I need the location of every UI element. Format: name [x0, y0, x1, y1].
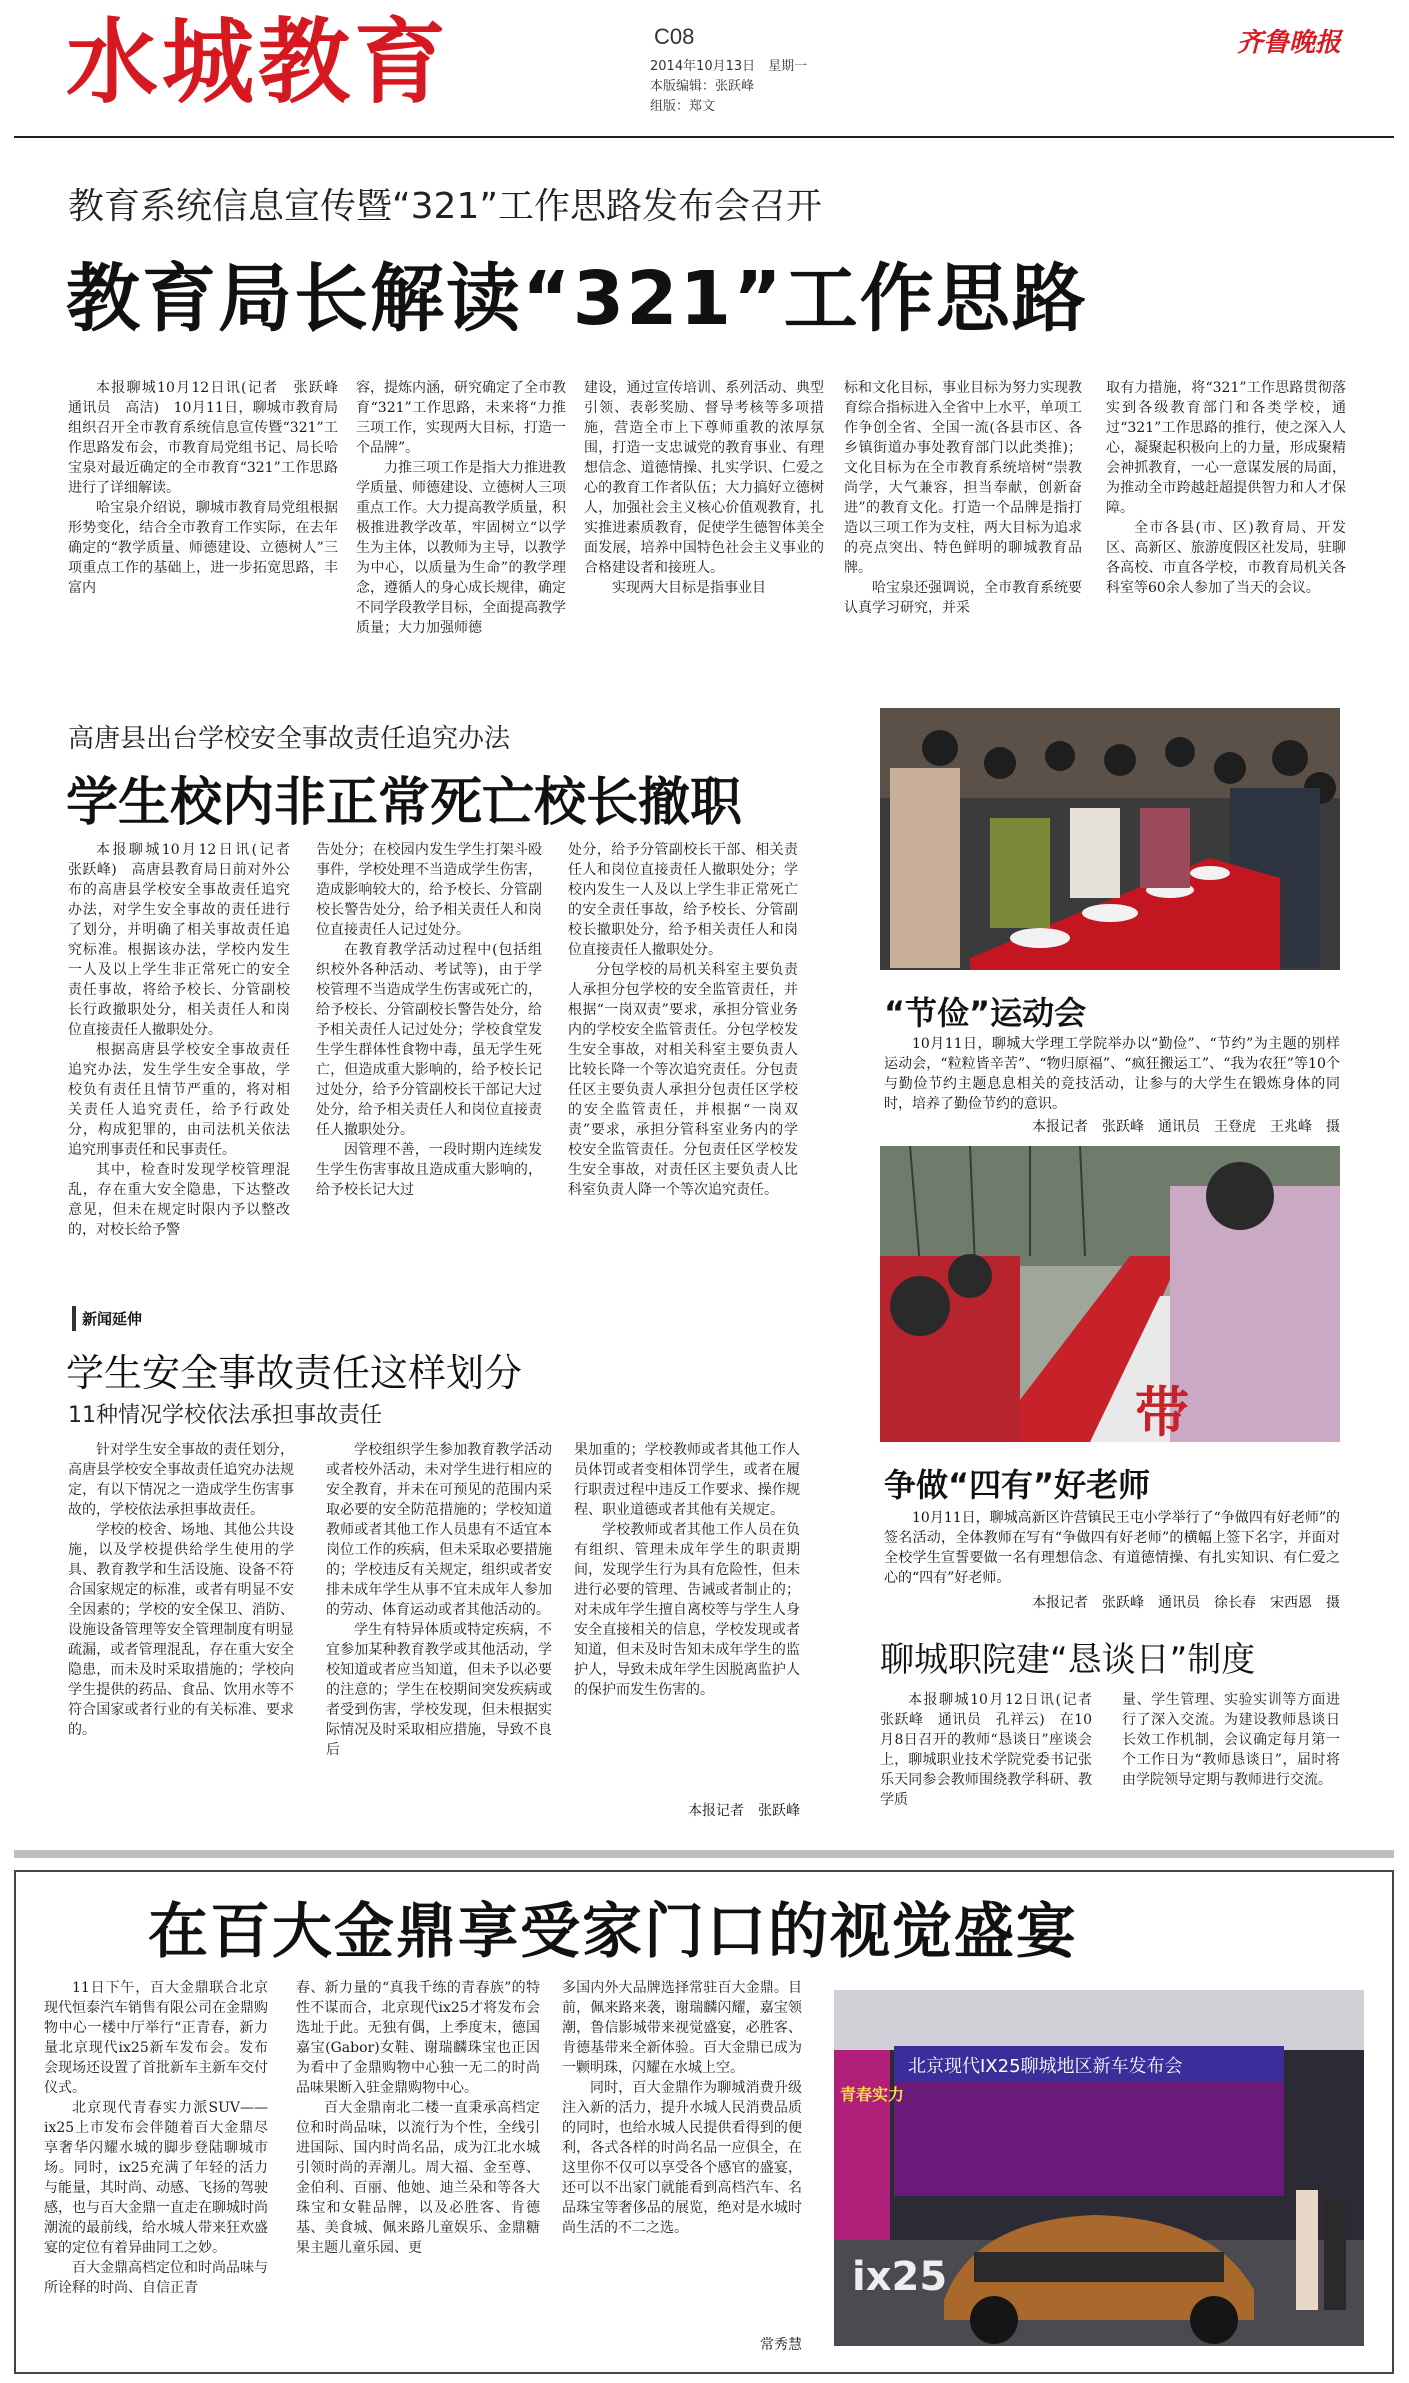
safety-sub-kicker: 11种情况学校依法承担事故责任 — [68, 1403, 382, 1428]
paragraph: 其中，检查时发现学校管理混乱，存在重大安全隐患，下达整改意见，但未在规定时限内予以整改的，对校长给予警 — [68, 1162, 290, 1238]
news-extension-tag: 新闻延伸 — [72, 1306, 148, 1331]
paragraph: 本报聊城10月12日讯(记者 张跃峰) 高唐县教育局日前对外公布的高唐县学校安全事故责任追究办法，对学生安全事故的责任进行了划分，并明确了相关事故责任追究标准。根据该办法，学校内发生一人及以上学生非正常死亡的安全责任事故，将给予校长、分管副校长行政撤职处分，相关责任人和岗位直接责任人撤职处分。 — [68, 842, 304, 1038]
paragraph: 春、新力量的“真我千练的青春族”的特性不谋而合，北京现代ix25才将发布会选址于此。无独有偶，上季度末，德国嘉宝(Gabor)女鞋、谢瑞麟珠宝也正因为看中了金鼎购物中心独一无二的时尚品味果断入驻金鼎购物中心。 — [296, 1980, 540, 2096]
paragraph: 10月11日，聊城高新区许营镇民王屯小学举行了“争做四有好老师”的签名活动，全体教师在写有“争做四有好老师”的横幅上签下名字，并面对全校学生宣誓要做一名有理想信念、有道德情操、有扎实知识、有仁爱之心的“四有”好老师。 — [884, 1510, 1340, 1586]
paragraph: 针对学生安全事故的责任划分，高唐县学校安全事故责任追究办法规定，有以下情况之一造成学生伤害事故的，学校依法承担事故责任。 — [68, 1442, 294, 1518]
paragraph: 实现两大目标是指事业目 — [612, 580, 766, 596]
safety-sub-byline: 本报记者 张跃峰 — [688, 1803, 800, 1819]
car-model-text: ix25 — [852, 2254, 948, 2300]
sports-meet-title: “节俭”运动会 — [884, 994, 1087, 1032]
ad-col-2 — [296, 1978, 540, 2258]
paragraph: 学校教师或者其他工作人员在负有组织、管理未成年学生的职责期间，发现学生行为具有危险性，但未进行必要的管理、告诫或者制止的；对未成年学生擅自离校等与学生人身安全直接相关的信息，学校发现或者知道，但未及时告知未成年学生的监护人，导致未成年学生因脱离监护人的保护而发生伤害的。 — [574, 1522, 800, 1698]
paragraph: 容，提炼内涵，研究确定了全市教育“321”工作思路，未来将“力推三项工作，实现两大目标，打造一个品牌”。 — [356, 380, 566, 456]
paragraph: 标和文化目标，事业目标为努力实现教育综合指标进入全省中上水平，单项工作争创全省、全国一流(各县市区、各乡镇街道办事处教育部门以此类推)；文化目标为在全市教育系统培树“崇教尚学，大气兼容，担当奉献，创新奋进”的教育文化。打造一个品牌是指打造以三项工作为支柱，两大目标为追求的亮点突出、特色鲜明的聊城教育品牌。 — [844, 380, 1082, 576]
paragraph: 本报聊城10月12日讯(记者 张跃峰 通讯员 孔祥云) 在10月8日召开的教师“恳谈日”座谈会上，聊城职业技术学院党委书记张乐天同参会教师围绕教学科研、教学质 — [880, 1692, 1106, 1808]
safety-kicker: 高唐县出台学校安全事故责任追究办法 — [68, 724, 511, 754]
lead-col-3 — [584, 378, 824, 598]
paragraph: 果加重的；学校教师或者其他工作人员体罚或者变相体罚学生，或者在履行职责过程中违反工作要求、操作规程、职业道德或者其他有关规定。 — [574, 1442, 800, 1518]
ad-col-1 — [44, 1978, 268, 2298]
masthead-title: 水城教育 — [66, 9, 451, 116]
car-launch-photo — [834, 1990, 1364, 2346]
college-col-1 — [880, 1690, 1106, 1810]
pledge-banner-text: 带 — [1135, 1381, 1189, 1442]
paragraph: 分包学校的局机关科室主要负责人承担分包学校的安全监管责任，并根据“一岗双责”要求，承担分管业务内的学校安全监管责任。分包学校发生安全事故，对相关科室主要负责人比较长降一个等次追究责任。分包责任区主要负责人承担分包责任区学校的安全监管责任，并根据“一岗双责”要求，承担分管科室业务内的学校安全监管责任。分包责任区学校发生安全事故，对责任区主要负责人比科室负责人降一个等次追究责任。 — [568, 962, 798, 1198]
ad-headline: 在百大金鼎享受家门口的视觉盛宴 — [148, 1897, 1078, 1967]
safety-sub-col-1 — [68, 1440, 294, 1740]
issue-date: 2014年10月13日 星期一 — [650, 59, 808, 74]
page-number: C08 — [654, 24, 695, 49]
teacher-pledge-title: 争做“四有”好老师 — [884, 1466, 1151, 1504]
paragraph: 百大金鼎高档定位和时尚品味与所诠释的时尚、自信正青 — [44, 2260, 268, 2296]
paragraph: 处分，给予分管副校长干部、相关责任人和岗位直接责任人撤职处分；学校内发生一人及以上学生非正常死亡的安全责任事故，给予校长、分管副校长撤职处分，给予相关责任人和岗位直接责任人撤职处分。 — [568, 842, 798, 958]
safety-col-3 — [568, 840, 798, 1200]
lead-col-5 — [1106, 378, 1346, 598]
lead-col-2 — [356, 378, 566, 638]
paragraph: 学校的校舍、场地、其他公共设施，以及学校提供给学生使用的学具、教育教学和生活设施、设备不符合国家规定的标准，或者有明显不安全因素的；学校的安全保卫、消防、设施设备管理等安全管理制度有明显疏漏，或者管理混乱，存在重大安全隐患，而未及时采取措施的；学校向学生提供的药品、食品、饮用水等不符合国家或者行业的有关标准、要求的。 — [68, 1522, 294, 1738]
paragraph: 同时，百大金鼎作为聊城消费升级注入新的活力，提升水城人民消费品质的同时，也给水城人民提供看得到的便利，各式各样的时尚名品一应俱全，在这里你不仅可以享受各个感官的盛宴，还可以不出家门就能看到高档汽车、名品珠宝等奢侈品的展览，绝对是水城时尚生活的不二之选。 — [562, 2080, 802, 2236]
paragraph: 建设，通过宣传培训、系列活动、典型引领、表彰奖励、督导考核等多项措施，营造全市上下尊师重教的浓厚氛围，打造一支忠诚党的教育事业、有理想信念、道德情操、扎实学识、仁爱之心的教育工作者队伍；大力搞好立德树人，加强社会主义核心价值观教育，扎实推进素质教育，促使学生德智体美全面发展，培养中国特色社会主义事业的合格建设者和接班人。 — [584, 380, 824, 576]
side-banner-text: 青春实力 — [840, 2085, 905, 2104]
paragraph: 告处分；在校园内发生学生打架斗殴事件，学校处理不当造成学生伤害，造成影响较大的，给予校长、分管副校长警告处分，给予相关责任人和岗位直接责任人记过处分。 — [316, 842, 542, 938]
ad-byline: 常秀慧 — [760, 2337, 802, 2353]
lead-kicker: 教育系统信息宣传暨“321”工作思路发布会召开 — [68, 186, 823, 227]
lead-col-1 — [68, 378, 352, 598]
paragraph: 取有力措施，将“321”工作思路贯彻落实到各级教育部门和各类学校，通过“321”工作思路的推行，使之深入人心，凝聚起积极向上的力量，形成聚精会神抓教育，一心一意谋发展的局面，为推动全市跨越赶超提供智力和人才保障。 — [1106, 380, 1346, 516]
paragraph: 因管理不善，一段时期内连续发生学生伤害事故且造成重大影响的，给予校长记大过 — [316, 1142, 542, 1198]
college-headline: 聊城职院建“恳谈日”制度 — [880, 1640, 1256, 1680]
safety-col-1 — [68, 840, 304, 1240]
paragraph: 本报聊城10月12日讯(记者 张跃峰 通讯员 高洁) 10月11日，聊城市教育局组织召开全市教育系统信息宣传暨“321”工作思路发布会，市教育局党组书记、局长哈宝泉对最近确定的全市教育“321”工作思路进行了详细解读。 — [68, 380, 352, 496]
paragraph: 在教育教学活动过程中(包括组织校外各种活动、考试等)，由于学校管理不当造成学生伤害或死亡的，给予校长、分管副校长警告处分，给予相关责任人记过处分；学校食堂发生学生群体性食物中毒，虽无学生死亡，但造成重大影响的，给予校长记过处分，给予分管副校长干部记大过处分，给予相关责任人和岗位直接责任人撤职处分。 — [316, 942, 542, 1138]
paragraph: 哈宝泉介绍说，聊城市教育局党组根据形势变化，结合全市教育工作实际，在去年确定的“教学质量、师德建设、立德树人”三项重点工作的基础上，进一步拓宽思路，丰富内 — [68, 500, 338, 596]
paragraph: 学生有特异体质或特定疾病，不宜参加某种教育教学或其他活动，学校知道或者应当知道，但未予以必要的注意的；学生在校期间突发疾病或者受到伤害，学校发现，但未根据实际情况及时采取相应措施，导致不良后 — [326, 1622, 552, 1758]
paragraph: 11日下午，百大金鼎联合北京现代恒泰汽车销售有限公司在金鼎购物中心一楼中厅举行“正青春，新力量北京现代ix25新车发布会。发布会现场还设置了首批新车主新车交付仪式。 — [44, 1980, 268, 2096]
paragraph: 哈宝泉还强调说，全市教育系统要认真学习研究，并采 — [844, 580, 1082, 616]
safety-sub-col-2 — [326, 1440, 552, 1760]
editor-credit: 本版编辑：张跃峰 — [650, 79, 755, 94]
sports-meet-caption — [884, 1034, 1340, 1114]
paragraph: 多国内外大品牌选择常驻百大金鼎。目前，佩来路来袭，谢瑞麟闪耀，嘉宝领潮，鲁信影城带来视觉盛宴，必胜客、肯德基带来全新体验。百大金鼎已成为一颗明珠，闪耀在水城上空。 — [562, 1980, 802, 2076]
paragraph: 力推三项工作是指大力推进教学质量、师德建设、立德树人三项重点工作。大力提高教学质量，积极推进教学改革，牢固树立“以学生为主体，以教师为主导，以教学为中心，以质量为生命”的教学理念，遵循人的身心成长规律，确定不同学段教学目标，全面提高教学质量；大力加强师德 — [356, 460, 566, 636]
paragraph: 全市各县(市、区)教育局、开发区、高新区、旅游度假区社发局，驻聊各高校、市直各学校，市教育局机关各科室等60余人参加了当天的会议。 — [1106, 520, 1346, 596]
paragraph: 10月11日，聊城大学理工学院举办以“勤俭”、“节约”为主题的别样运动会，“粒粒皆辛苦”、“物归原福”、“疯狂搬运工”、“我为农狂”等10个与勤俭节约主题息息相关的竞技活动，让参与的大学生在锻炼身体的同时，培养了勤俭节约的意识。 — [884, 1036, 1340, 1112]
paragraph: 根据高唐县学校安全事故责任追究办法，发生学生安全事故，学校负有责任且情节严重的，将对相关责任人追究责任，给予行政处分，构成犯罪的，由司法机关依法追究刑事责任和民事责任。 — [68, 1042, 290, 1158]
teacher-pledge-byline: 本报记者 张跃峰 通讯员 徐长春 宋西恩 摄 — [1032, 1595, 1340, 1611]
college-col-2 — [1122, 1690, 1340, 1790]
section-divider — [14, 1850, 1394, 1858]
brand-logo: 齐鲁晚报 — [1236, 28, 1341, 58]
lead-col-4 — [844, 378, 1082, 618]
masthead-rule — [14, 136, 1394, 138]
sports-meet-photo — [880, 708, 1340, 970]
paragraph: 百大金鼎南北二楼一直秉承高档定位和时尚品味，以流行为个性，全线引进国际、国内时尚名品，成为江北水城引领时尚的弄潮儿。周大福、金至尊、金伯利、百丽、他她、迪兰朵和等各大珠宝和女鞋品牌，以及必胜客、肯德基、美食城、佩来路儿童娱乐、金鼎糖果主题儿童乐园、更 — [296, 2100, 540, 2256]
teacher-pledge-photo — [880, 1146, 1340, 1442]
safety-sub-headline: 学生安全事故责任这样划分 — [66, 1351, 523, 1395]
teacher-pledge-caption — [884, 1508, 1340, 1588]
safety-col-2 — [316, 840, 542, 1200]
safety-sub-col-3 — [574, 1440, 800, 1700]
paragraph: 量、学生管理、实验实训等方面进行了深入交流。为建设教师恳谈日长效工作机制，会议确定每月第一个工作日为“教师恳谈日”，届时将由学院领导定期与教师进行交流。 — [1122, 1692, 1340, 1788]
launch-banner-text: 北京现代IX25聊城地区新车发布会 — [908, 2056, 1183, 2077]
paragraph: 学校组织学生参加教育教学活动或者校外活动，未对学生进行相应的安全教育，并未在可预见的范围内采取必要的安全防范措施的；学校知道教师或者其他工作人员患有不适宜本岗位工作的疾病，但未采取必要措施的；学校违反有关规定，组织或者安排未成年学生从事不宜未成年人参加的劳动、体育运动或者其他活动的。 — [326, 1442, 552, 1618]
safety-headline: 学生校内非正常死亡校长撤职 — [66, 773, 743, 833]
lead-headline: 教育局长解读“321”工作思路 — [66, 256, 1088, 342]
paragraph: 北京现代青春实力派SUV——ix25上市发布会伴随着百大金鼎尽享奢华闪耀水城的脚步登陆聊城市场。同时，ix25充满了年轻的活力与能量，其时尚、动感、飞扬的驾驶感，也与百大金鼎一直走在聊城时尚潮流的最前线，给水城人带来狂欢盛宴的定位有着异曲同工之妙。 — [44, 2100, 268, 2256]
layout-credit: 组版：郑文 — [650, 99, 716, 114]
ad-col-3 — [562, 1978, 802, 2238]
sports-meet-byline: 本报记者 张跃峰 通讯员 王登虎 王兆峰 摄 — [1032, 1119, 1340, 1135]
